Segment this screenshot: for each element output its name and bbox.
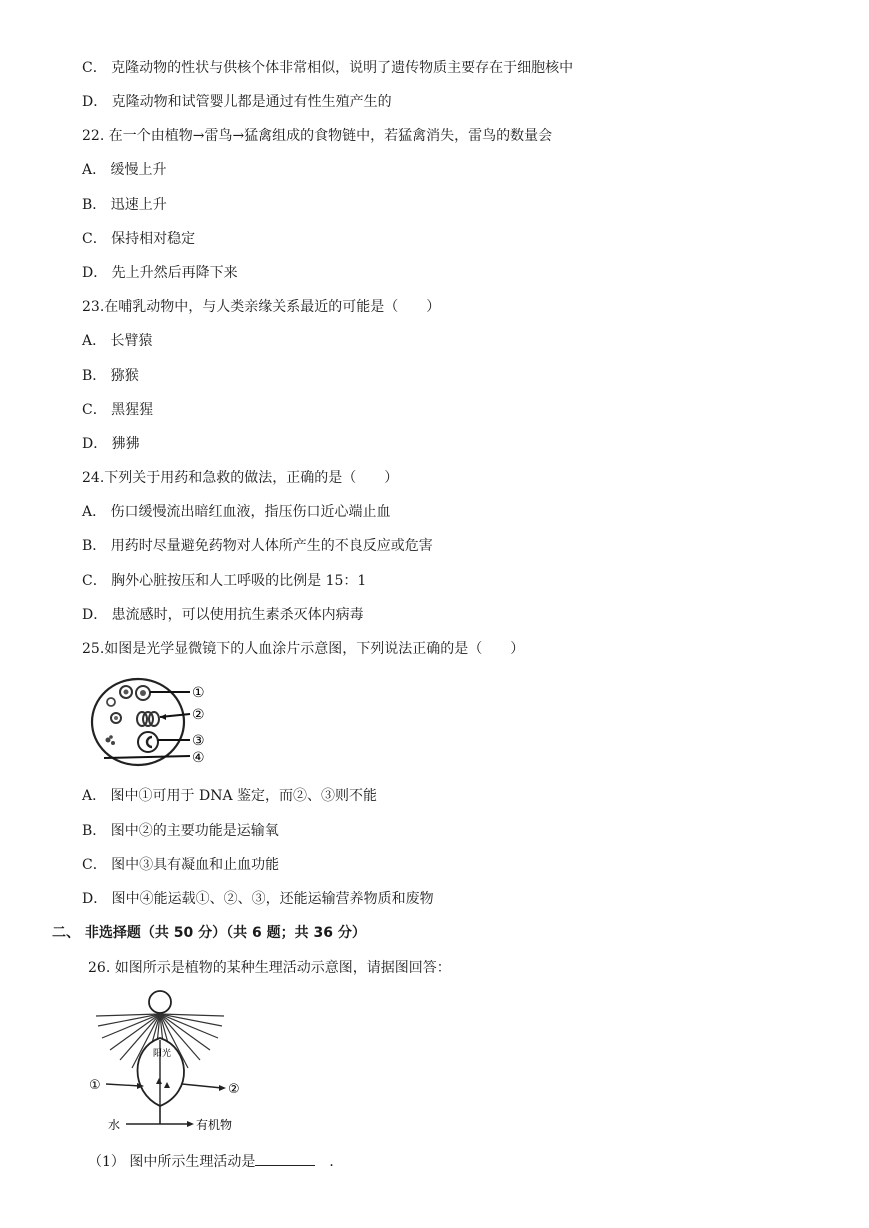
- q25-option-c: C． 图中③具有凝血和止血功能: [82, 857, 280, 873]
- blood-smear-figure: [86, 674, 216, 770]
- plant-label-2: ②: [228, 1082, 240, 1097]
- plant-label-1: ①: [89, 1078, 101, 1093]
- question-25: 25.如图是光学显微镜下的人血涂片示意图，下列说法正确的是（ ）: [82, 641, 525, 657]
- blood-label-3: ③: [192, 733, 205, 749]
- q24-option-d: D． 患流感时，可以使用抗生素杀灭体内病毒: [82, 607, 364, 623]
- blood-label-1: ①: [192, 685, 205, 701]
- q22-option-c: C． 保持相对稳定: [82, 231, 196, 247]
- blood-label-4: ④: [192, 750, 205, 766]
- q24-option-a: A． 伤口缓慢流出暗红血液，指压伤口近心端止血: [82, 504, 391, 520]
- q22-option-b: B． 迅速上升: [82, 197, 167, 213]
- water-label: 水: [108, 1118, 121, 1132]
- q26-sub1: [88, 1151, 343, 1172]
- q22-option-d: D． 先上升然后再降下来: [82, 265, 238, 281]
- question-22: 22. 在一个由植物→雷鸟→猛禽组成的食物链中，若猛禽消失，雷鸟的数量会: [82, 128, 553, 144]
- q23-option-a: A． 长臂猿: [82, 333, 153, 349]
- section-title: 二、 非选择题（共 50 分）（共 6 题；共 36 分）: [52, 925, 366, 941]
- question-24: 24.下列关于用药和急救的做法，正确的是（ ）: [82, 470, 399, 486]
- q22-option-a: A． 缓慢上升: [82, 162, 167, 178]
- q23-option-d: D． 狒狒: [82, 436, 140, 452]
- q26-sub1-suffix: ．: [329, 1154, 344, 1170]
- q25-option-b: B． 图中②的主要功能是运输氧: [82, 823, 279, 839]
- option-c-clone: C． 克隆动物的性状与供核个体非常相似，说明了遗传物质主要存在于细胞核中: [82, 60, 574, 76]
- q26-sub1-prefix: （1） 图中所示生理活动是: [88, 1154, 256, 1170]
- plant-figure: [86, 988, 266, 1138]
- option-d-clone: D． 克隆动物和试管婴儿都是通过有性生殖产生的: [82, 94, 392, 110]
- q23-option-b: B． 猕猴: [82, 368, 139, 384]
- q24-option-b: B． 用药时尽量避免药物对人体所产生的不良反应或危害: [82, 538, 433, 554]
- q23-option-c: C． 黑猩猩: [82, 402, 154, 418]
- answer-blank[interactable]: [255, 1151, 315, 1166]
- q25-option-d: D． 图中④能运载①、②、③，还能运输营养物质和废物: [82, 891, 434, 907]
- q25-option-a: A． 图中①可用于 DNA 鉴定，而②、③则不能: [82, 788, 378, 804]
- organic-label: 有机物: [196, 1118, 233, 1132]
- sunlight-label: 阳光: [153, 1049, 172, 1059]
- question-23: 23.在哺乳动物中，与人类亲缘关系最近的可能是（ ）: [82, 299, 441, 315]
- blood-label-2: ②: [192, 707, 205, 723]
- question-26: 26. 如图所示是植物的某种生理活动示意图，请据图回答：: [88, 960, 451, 976]
- q24-option-c: C． 胸外心脏按压和人工呼吸的比例是 15：1: [82, 573, 367, 589]
